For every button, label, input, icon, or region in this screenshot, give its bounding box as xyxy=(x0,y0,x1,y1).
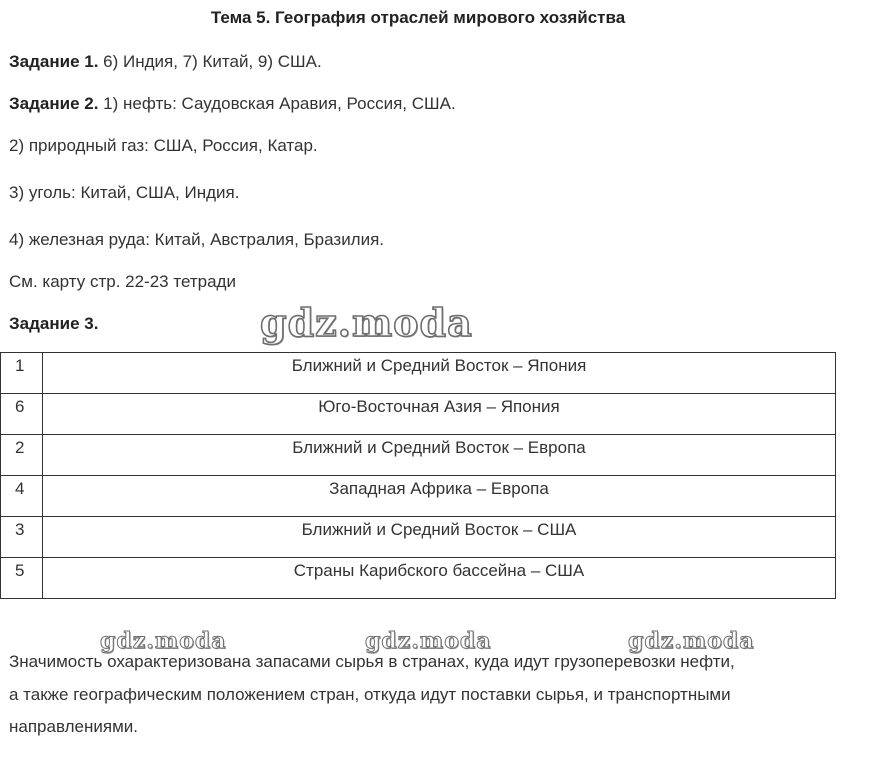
watermark-bottom-left: gdz.moda xyxy=(100,628,227,654)
task2-label: Задание 2. xyxy=(9,94,99,113)
table-row xyxy=(1,558,836,599)
task2-answer-coal: 3) уголь: Китай, США, Индия. xyxy=(9,183,240,202)
row-route: Ближний и Средний Восток – США xyxy=(43,517,836,558)
row-number: 2 xyxy=(1,435,43,476)
row-route: Страны Карибского бассейна – США xyxy=(43,558,836,599)
conclusion-line-2: а также географическим положением стран, откуда идут поставки сырья, и транспортными xyxy=(9,685,731,704)
table-row xyxy=(1,394,836,435)
task2-note: См. карту стр. 22-23 тетради xyxy=(9,272,236,291)
page-title: Тема 5. География отраслей мирового хозяйства xyxy=(210,8,626,27)
watermark-bottom-center: gdz.moda xyxy=(365,628,492,654)
row-number: 1 xyxy=(1,353,43,394)
task1-answer: 6) Индия, 7) Китай, 9) США. xyxy=(98,52,322,71)
row-number: 4 xyxy=(1,476,43,517)
task1-label: Задание 1. xyxy=(9,52,99,71)
watermark-main: gdz.moda xyxy=(260,300,473,345)
table-row xyxy=(1,517,836,558)
task2-answer-oil: 1) нефть: Саудовская Аравия, Россия, США. xyxy=(98,94,456,113)
table-row xyxy=(1,435,836,476)
table-row xyxy=(1,476,836,517)
conclusion-line-3: направлениями. xyxy=(9,717,138,736)
row-number: 3 xyxy=(1,517,43,558)
task2-line xyxy=(9,94,456,114)
task3-heading xyxy=(9,314,98,334)
row-route: Ближний и Средний Восток – Япония xyxy=(43,353,836,394)
conclusion-line-1: Значимость охарактеризована запасами сырья в странах, куда идут грузоперевозки нефти, xyxy=(9,652,735,671)
row-number: 6 xyxy=(1,394,43,435)
task1-line xyxy=(9,52,322,72)
task2-answer-iron: 4) железная руда: Китай, Австралия, Бразилия. xyxy=(9,230,385,249)
watermark-bottom-right: gdz.moda xyxy=(628,628,755,654)
row-route: Ближний и Средний Восток – Европа xyxy=(43,435,836,476)
task3-label: Задание 3. xyxy=(9,314,99,333)
routes-table xyxy=(0,352,836,599)
task2-answer-gas: 2) природный газ: США, Россия, Катар. xyxy=(9,136,318,155)
row-number: 5 xyxy=(1,558,43,599)
row-route: Западная Африка – Европа xyxy=(43,476,836,517)
row-route: Юго-Восточная Азия – Япония xyxy=(43,394,836,435)
table-row xyxy=(1,353,836,394)
